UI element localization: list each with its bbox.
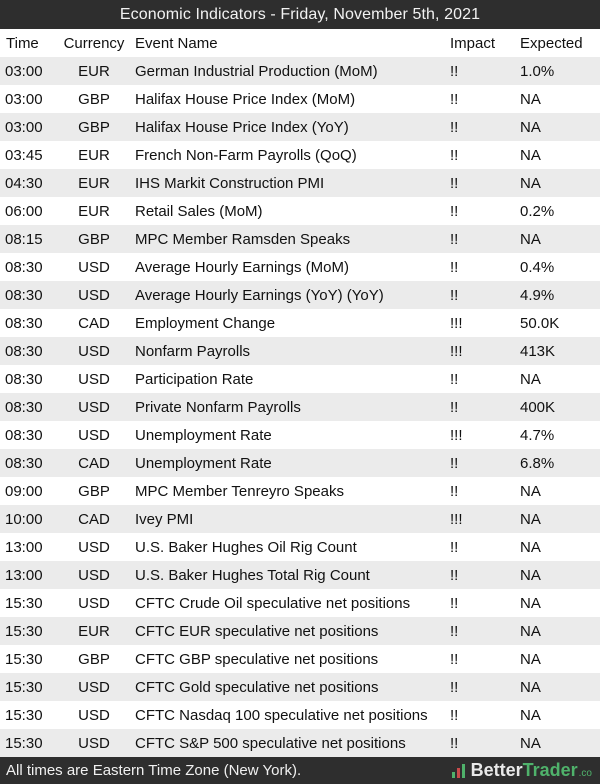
table-row bbox=[0, 533, 600, 561]
cell-time: 15:30 bbox=[0, 589, 58, 617]
cell-impact: !! bbox=[444, 225, 514, 253]
table-row bbox=[0, 281, 600, 309]
table-row bbox=[0, 421, 600, 449]
cell-event: IHS Markit Construction PMI bbox=[130, 169, 444, 197]
cell-currency: USD bbox=[58, 533, 130, 561]
table-row bbox=[0, 477, 600, 505]
cell-currency: EUR bbox=[58, 197, 130, 225]
cell-time: 08:30 bbox=[0, 393, 58, 421]
cell-event: U.S. Baker Hughes Oil Rig Count bbox=[130, 533, 444, 561]
cell-event: MPC Member Tenreyro Speaks bbox=[130, 477, 444, 505]
column-header-expected: Expected bbox=[514, 29, 600, 57]
column-header-impact: Impact bbox=[444, 29, 514, 57]
cell-impact: !! bbox=[444, 57, 514, 85]
table-row bbox=[0, 337, 600, 365]
cell-time: 08:30 bbox=[0, 421, 58, 449]
table-row bbox=[0, 225, 600, 253]
table-row bbox=[0, 141, 600, 169]
cell-impact: !! bbox=[444, 169, 514, 197]
page-title: Economic Indicators - Friday, November 5th, 2021 bbox=[0, 0, 600, 29]
table-row bbox=[0, 673, 600, 701]
cell-impact: !! bbox=[444, 113, 514, 141]
cell-expected: NA bbox=[514, 645, 600, 673]
table-row bbox=[0, 197, 600, 225]
cell-time: 13:00 bbox=[0, 561, 58, 589]
cell-expected: 0.4% bbox=[514, 253, 600, 281]
cell-currency: EUR bbox=[58, 169, 130, 197]
cell-currency: USD bbox=[58, 561, 130, 589]
cell-impact: !!! bbox=[444, 505, 514, 533]
table-row bbox=[0, 589, 600, 617]
cell-currency: USD bbox=[58, 421, 130, 449]
cell-impact: !! bbox=[444, 281, 514, 309]
cell-time: 03:45 bbox=[0, 141, 58, 169]
cell-impact: !! bbox=[444, 589, 514, 617]
cell-expected: NA bbox=[514, 701, 600, 729]
cell-currency: GBP bbox=[58, 225, 130, 253]
cell-currency: USD bbox=[58, 701, 130, 729]
cell-event: Average Hourly Earnings (YoY) (YoY) bbox=[130, 281, 444, 309]
cell-impact: !! bbox=[444, 365, 514, 393]
cell-event: Halifax House Price Index (MoM) bbox=[130, 85, 444, 113]
table-row bbox=[0, 309, 600, 337]
cell-time: 03:00 bbox=[0, 85, 58, 113]
cell-impact: !! bbox=[444, 449, 514, 477]
cell-impact: !! bbox=[444, 393, 514, 421]
brand-logo bbox=[451, 757, 592, 784]
brand-tld: .co bbox=[578, 768, 592, 779]
cell-impact: !! bbox=[444, 617, 514, 645]
table-row bbox=[0, 561, 600, 589]
cell-currency: USD bbox=[58, 253, 130, 281]
table-row bbox=[0, 701, 600, 729]
cell-event: U.S. Baker Hughes Total Rig Count bbox=[130, 561, 444, 589]
cell-event: French Non-Farm Payrolls (QoQ) bbox=[130, 141, 444, 169]
cell-currency: CAD bbox=[58, 449, 130, 477]
table-row bbox=[0, 57, 600, 85]
cell-time: 15:30 bbox=[0, 617, 58, 645]
cell-impact: !!! bbox=[444, 421, 514, 449]
cell-time: 15:30 bbox=[0, 645, 58, 673]
cell-event: CFTC Gold speculative net positions bbox=[130, 673, 444, 701]
cell-event: Ivey PMI bbox=[130, 505, 444, 533]
cell-expected: NA bbox=[514, 673, 600, 701]
cell-event: Retail Sales (MoM) bbox=[130, 197, 444, 225]
cell-currency: EUR bbox=[58, 617, 130, 645]
cell-time: 03:00 bbox=[0, 113, 58, 141]
cell-event: CFTC Crude Oil speculative net positions bbox=[130, 589, 444, 617]
table-row bbox=[0, 365, 600, 393]
cell-time: 13:00 bbox=[0, 533, 58, 561]
cell-time: 08:30 bbox=[0, 365, 58, 393]
cell-currency: CAD bbox=[58, 505, 130, 533]
cell-expected: NA bbox=[514, 141, 600, 169]
cell-event: CFTC Nasdaq 100 speculative net positions bbox=[130, 701, 444, 729]
cell-currency: GBP bbox=[58, 477, 130, 505]
brand-name-better: Better bbox=[470, 760, 523, 780]
table-row bbox=[0, 729, 600, 757]
cell-expected: 50.0K bbox=[514, 309, 600, 337]
table-header bbox=[0, 29, 600, 57]
cell-currency: GBP bbox=[58, 85, 130, 113]
cell-expected: 4.7% bbox=[514, 421, 600, 449]
cell-event: Average Hourly Earnings (MoM) bbox=[130, 253, 444, 281]
table-row bbox=[0, 449, 600, 477]
cell-event: Private Nonfarm Payrolls bbox=[130, 393, 444, 421]
cell-expected: 4.9% bbox=[514, 281, 600, 309]
cell-impact: !! bbox=[444, 197, 514, 225]
cell-currency: USD bbox=[58, 589, 130, 617]
cell-impact: !! bbox=[444, 673, 514, 701]
cell-expected: NA bbox=[514, 589, 600, 617]
cell-expected: 1.0% bbox=[514, 57, 600, 85]
cell-expected: NA bbox=[514, 365, 600, 393]
table-row bbox=[0, 645, 600, 673]
column-header-currency: Currency bbox=[58, 29, 130, 57]
cell-expected: NA bbox=[514, 113, 600, 141]
cell-event: MPC Member Ramsden Speaks bbox=[130, 225, 444, 253]
cell-event: Nonfarm Payrolls bbox=[130, 337, 444, 365]
cell-expected: NA bbox=[514, 617, 600, 645]
cell-currency: USD bbox=[58, 673, 130, 701]
cell-expected: 413K bbox=[514, 337, 600, 365]
cell-currency: USD bbox=[58, 393, 130, 421]
cell-expected: 0.2% bbox=[514, 197, 600, 225]
cell-time: 08:30 bbox=[0, 449, 58, 477]
cell-impact: !! bbox=[444, 477, 514, 505]
cell-event: CFTC EUR speculative net positions bbox=[130, 617, 444, 645]
table-row bbox=[0, 393, 600, 421]
cell-expected: NA bbox=[514, 729, 600, 757]
cell-impact: !! bbox=[444, 253, 514, 281]
cell-currency: EUR bbox=[58, 141, 130, 169]
cell-event: German Industrial Production (MoM) bbox=[130, 57, 444, 85]
column-header-event: Event Name bbox=[130, 29, 444, 57]
column-header-time: Time bbox=[0, 29, 58, 57]
cell-time: 08:30 bbox=[0, 253, 58, 281]
cell-time: 08:30 bbox=[0, 309, 58, 337]
cell-currency: USD bbox=[58, 281, 130, 309]
cell-impact: !! bbox=[444, 533, 514, 561]
cell-expected: NA bbox=[514, 225, 600, 253]
table-row bbox=[0, 505, 600, 533]
cell-event: Employment Change bbox=[130, 309, 444, 337]
cell-impact: !! bbox=[444, 645, 514, 673]
cell-currency: USD bbox=[58, 729, 130, 757]
cell-expected: NA bbox=[514, 561, 600, 589]
cell-event: CFTC S&P 500 speculative net positions bbox=[130, 729, 444, 757]
cell-expected: NA bbox=[514, 477, 600, 505]
cell-impact: !! bbox=[444, 729, 514, 757]
table-row bbox=[0, 85, 600, 113]
cell-currency: EUR bbox=[58, 57, 130, 85]
cell-time: 15:30 bbox=[0, 673, 58, 701]
cell-expected: NA bbox=[514, 169, 600, 197]
table-row bbox=[0, 617, 600, 645]
cell-time: 15:30 bbox=[0, 701, 58, 729]
cell-expected: NA bbox=[514, 505, 600, 533]
table-row bbox=[0, 253, 600, 281]
timezone-note: All times are Eastern Time Zone (New York). bbox=[6, 762, 302, 779]
cell-impact: !!! bbox=[444, 337, 514, 365]
cell-time: 08:30 bbox=[0, 281, 58, 309]
cell-impact: !! bbox=[444, 701, 514, 729]
cell-time: 03:00 bbox=[0, 57, 58, 85]
cell-time: 08:30 bbox=[0, 337, 58, 365]
cell-time: 04:30 bbox=[0, 169, 58, 197]
cell-time: 10:00 bbox=[0, 505, 58, 533]
cell-expected: NA bbox=[514, 533, 600, 561]
cell-currency: USD bbox=[58, 337, 130, 365]
cell-currency: USD bbox=[58, 365, 130, 393]
footer-bar bbox=[0, 757, 600, 784]
table-row bbox=[0, 113, 600, 141]
cell-event: Participation Rate bbox=[130, 365, 444, 393]
cell-time: 09:00 bbox=[0, 477, 58, 505]
cell-currency: CAD bbox=[58, 309, 130, 337]
cell-currency: GBP bbox=[58, 113, 130, 141]
cell-event: Halifax House Price Index (YoY) bbox=[130, 113, 444, 141]
table-row bbox=[0, 169, 600, 197]
cell-expected: NA bbox=[514, 85, 600, 113]
bar-chart-icon bbox=[451, 763, 467, 779]
table-body bbox=[0, 57, 600, 757]
cell-event: Unemployment Rate bbox=[130, 449, 444, 477]
cell-event: Unemployment Rate bbox=[130, 421, 444, 449]
indicators-table bbox=[0, 29, 600, 757]
brand-name-trader: Trader bbox=[522, 760, 578, 780]
cell-currency: GBP bbox=[58, 645, 130, 673]
cell-impact: !! bbox=[444, 141, 514, 169]
cell-time: 15:30 bbox=[0, 729, 58, 757]
cell-expected: 6.8% bbox=[514, 449, 600, 477]
cell-impact: !! bbox=[444, 561, 514, 589]
cell-expected: 400K bbox=[514, 393, 600, 421]
cell-event: CFTC GBP speculative net positions bbox=[130, 645, 444, 673]
cell-impact: !! bbox=[444, 85, 514, 113]
cell-time: 06:00 bbox=[0, 197, 58, 225]
cell-time: 08:15 bbox=[0, 225, 58, 253]
cell-impact: !!! bbox=[444, 309, 514, 337]
